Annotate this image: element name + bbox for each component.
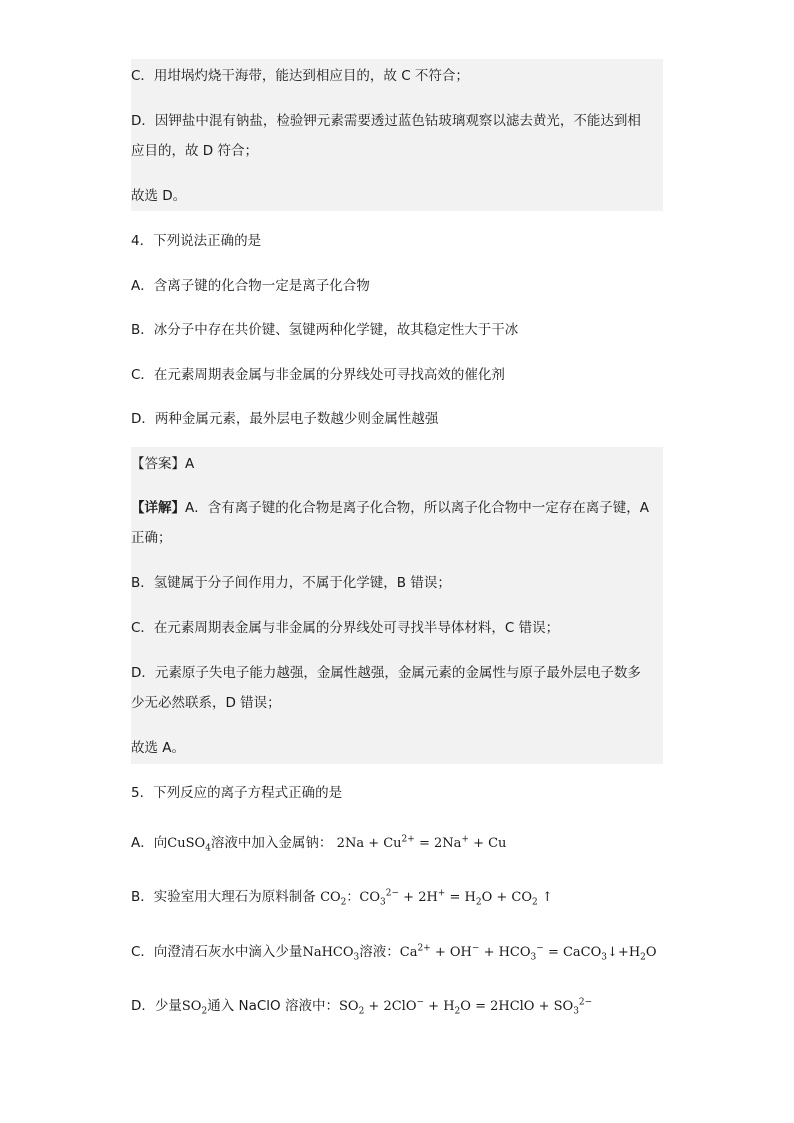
detail-label: 【详解】 xyxy=(131,500,185,516)
q5-d-equation: $SO_2 + 2ClO^- + H_2O$ = 2HClO + $SO_3^{2-}$ xyxy=(338,997,593,1017)
q4-answer xyxy=(131,454,663,474)
q5-b-prefix: B．实验室用大理石为原料制备 xyxy=(131,889,316,905)
q4-detail-d-2: 少无必然联系，D 错误； xyxy=(131,695,281,711)
q4-option-b: B．冰分子中存在共价键、氢键两种化学键，故其稳定性大于干冰 xyxy=(131,322,519,338)
q5-c-prefix: C．向澄清石灰水中滴入少量 xyxy=(131,944,303,960)
q5-c-reagent: NaHCO$_3$ xyxy=(302,945,360,963)
q4-detail-a-2: 正确； xyxy=(131,530,172,546)
q4-detail-b: B．氢键属于分子间作用力，不属于化学键，B 错误； xyxy=(131,575,451,591)
answer-value: A xyxy=(185,456,195,472)
q5-a-equation: $2Na + Cu^{2+} = 2Na^+ + Cu$ xyxy=(336,834,507,851)
q5-d-mid: 通入 NaClO 溶液中： xyxy=(207,998,339,1014)
q5-a-prefix: A．向 xyxy=(131,835,168,851)
prev-option-d-explanation-2: 应目的，故 D 符合； xyxy=(131,143,258,159)
q5-b-equation: $CO_2$：$CO_3^{2-} + 2H^+ = H_2O + CO_2$ ↑ xyxy=(320,888,553,908)
q4-option-d: D．两种金属元素，最外层电子数越少则金属性越强 xyxy=(131,411,439,427)
q4-stem: 4．下列说法正确的是 xyxy=(131,233,262,249)
prev-conclusion: 故选 D。 xyxy=(131,188,187,204)
q5-option-a xyxy=(131,833,663,854)
q4-option-a: A．含离子键的化合物一定是离子化合物 xyxy=(131,278,370,294)
q4-detail-a-1 xyxy=(131,498,663,518)
q5-a-chem: CuSO$_4$ xyxy=(167,836,211,854)
detail-a-text: A．含有离子键的化合物是离子化合物，所以离子化合物中一定存在离子键，A xyxy=(185,500,649,516)
q5-option-b xyxy=(131,887,663,908)
q5-d-so2: $SO_2$ xyxy=(181,999,208,1017)
q4-detail-c: C．在元素周期表金属与非金属的分界线处可寻找半导体材料，C 错误； xyxy=(131,620,560,636)
q5-a-mid: 溶液中加入金属钠： xyxy=(210,835,333,851)
prev-option-d-explanation-1: D．因钾盐中混有钠盐，检验钾元素需要透过蓝色钴玻璃观察以滤去黄光，不能达到相 xyxy=(131,113,641,129)
q5-option-c xyxy=(131,942,663,963)
q4-option-c: C．在元素周期表金属与非金属的分界线处可寻找高效的催化剂 xyxy=(131,367,505,383)
q4-conclusion: 故选 A。 xyxy=(131,740,186,756)
q5-option-d xyxy=(131,996,663,1017)
q5-c-mid: 溶液： xyxy=(359,944,400,960)
q5-c-equation: $Ca^{2+} + OH^- + HCO_3^-$ = $CaCO_3↓+H_2O$ xyxy=(399,943,657,963)
q5-d-prefix: D．少量 xyxy=(131,998,182,1014)
q5-stem: 5．下列反应的离子方程式正确的是 xyxy=(131,785,343,801)
prev-option-c-explanation: C．用坩埚灼烧干海带，能达到相应目的，故 C 不符合； xyxy=(131,68,469,84)
q4-answer-block xyxy=(131,447,663,764)
answer-label: 【答案】 xyxy=(131,456,185,472)
q4-detail-d-1: D．元素原子失电子能力越强，金属性越强，金属元素的金属性与原子最外层电子数多 xyxy=(131,665,641,681)
